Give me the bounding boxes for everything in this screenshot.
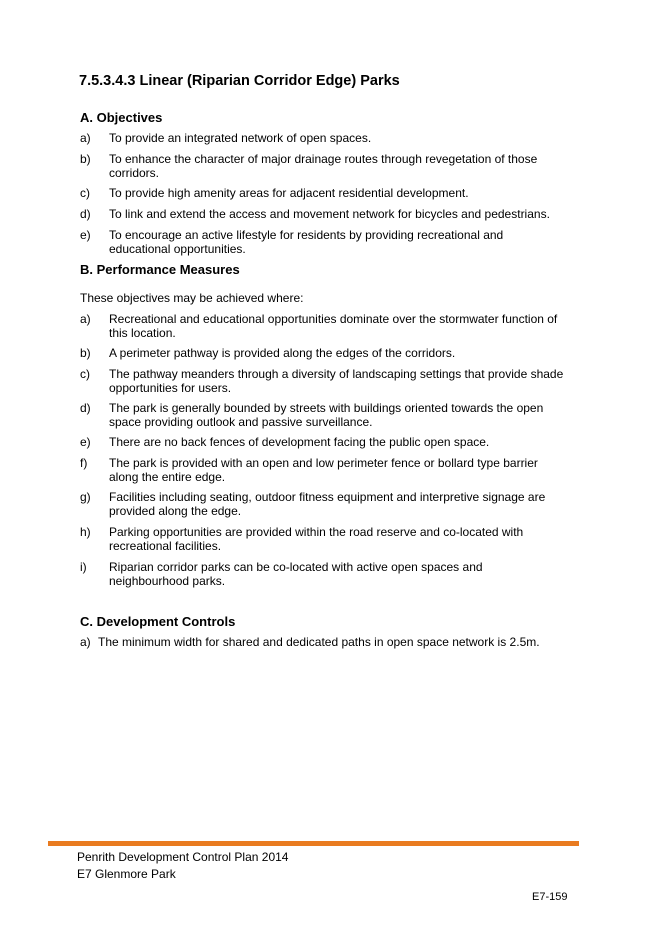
list-marker: c) (80, 367, 90, 381)
list-marker: f) (80, 456, 88, 470)
list-item-text: There are no back fences of development facing the public open space. (109, 435, 490, 449)
list-item-text: The park is provided with an open and low perimeter fence or bollard type barrier along the entire edge. (109, 456, 538, 484)
list-marker: d) (80, 207, 91, 221)
list-marker: g) (80, 490, 91, 504)
list-marker: i) (80, 560, 87, 574)
list-item-text: The minimum width for shared and dedicated paths in open space network is 2.5m. (98, 635, 540, 649)
list-marker: h) (80, 525, 91, 539)
list-marker: a) (80, 312, 91, 326)
list-item-text: The pathway meanders through a diversity of landscaping settings that provide shade opportunities for users. (109, 367, 564, 395)
list-item-text: Recreational and educational opportunities dominate over the stormwater function of this location. (109, 312, 558, 340)
list-item-text: To provide an integrated network of open spaces. (109, 131, 372, 145)
footer-divider (48, 841, 579, 846)
page-title: 7.5.3.4.3 Linear (Riparian Corridor Edge) Parks (79, 73, 400, 89)
list-marker: b) (80, 346, 91, 360)
list-item-text: To enhance the character of major drainage routes through revegetation of those corridors. (109, 152, 538, 180)
list-item-text: Facilities including seating, outdoor fitness equipment and interpretive signage are provided along the edge. (109, 490, 546, 518)
footer-document-title: Penrith Development Control Plan 2014 (77, 850, 289, 864)
list-marker: e) (80, 435, 91, 449)
list-item-text: To encourage an active lifestyle for residents by providing recreational and educational opportunities. (109, 228, 504, 256)
performance-intro: These objectives may be achieved where: (80, 291, 304, 305)
list-item-text: A perimeter pathway is provided along the edges of the corridors. (109, 346, 456, 360)
list-item-text: To link and extend the access and movement network for bicycles and pedestrians. (109, 207, 550, 221)
footer-section-title: E7 Glenmore Park (77, 867, 176, 881)
list-marker: c) (80, 186, 90, 200)
list-marker: b) (80, 152, 91, 166)
development-controls-heading: C. Development Controls (80, 614, 236, 629)
list-item-text: Parking opportunities are provided within the road reserve and co-located with recreational facilities. (109, 525, 524, 553)
list-marker: a) (80, 635, 91, 649)
objectives-heading: A. Objectives (80, 110, 163, 125)
list-item-text: To provide high amenity areas for adjacent residential development. (109, 186, 469, 200)
list-marker: a) (80, 131, 91, 145)
list-marker: d) (80, 401, 91, 415)
page-number: E7-159 (532, 891, 568, 903)
list-item-text: The park is generally bounded by streets with buildings oriented towards the open space providing outlook and passive surveillance. (109, 401, 544, 429)
performance-measures-heading: B. Performance Measures (80, 262, 240, 277)
list-marker: e) (80, 228, 91, 242)
list-item-text: Riparian corridor parks can be co-located with active open spaces and neighbourhood parks. (109, 560, 483, 588)
